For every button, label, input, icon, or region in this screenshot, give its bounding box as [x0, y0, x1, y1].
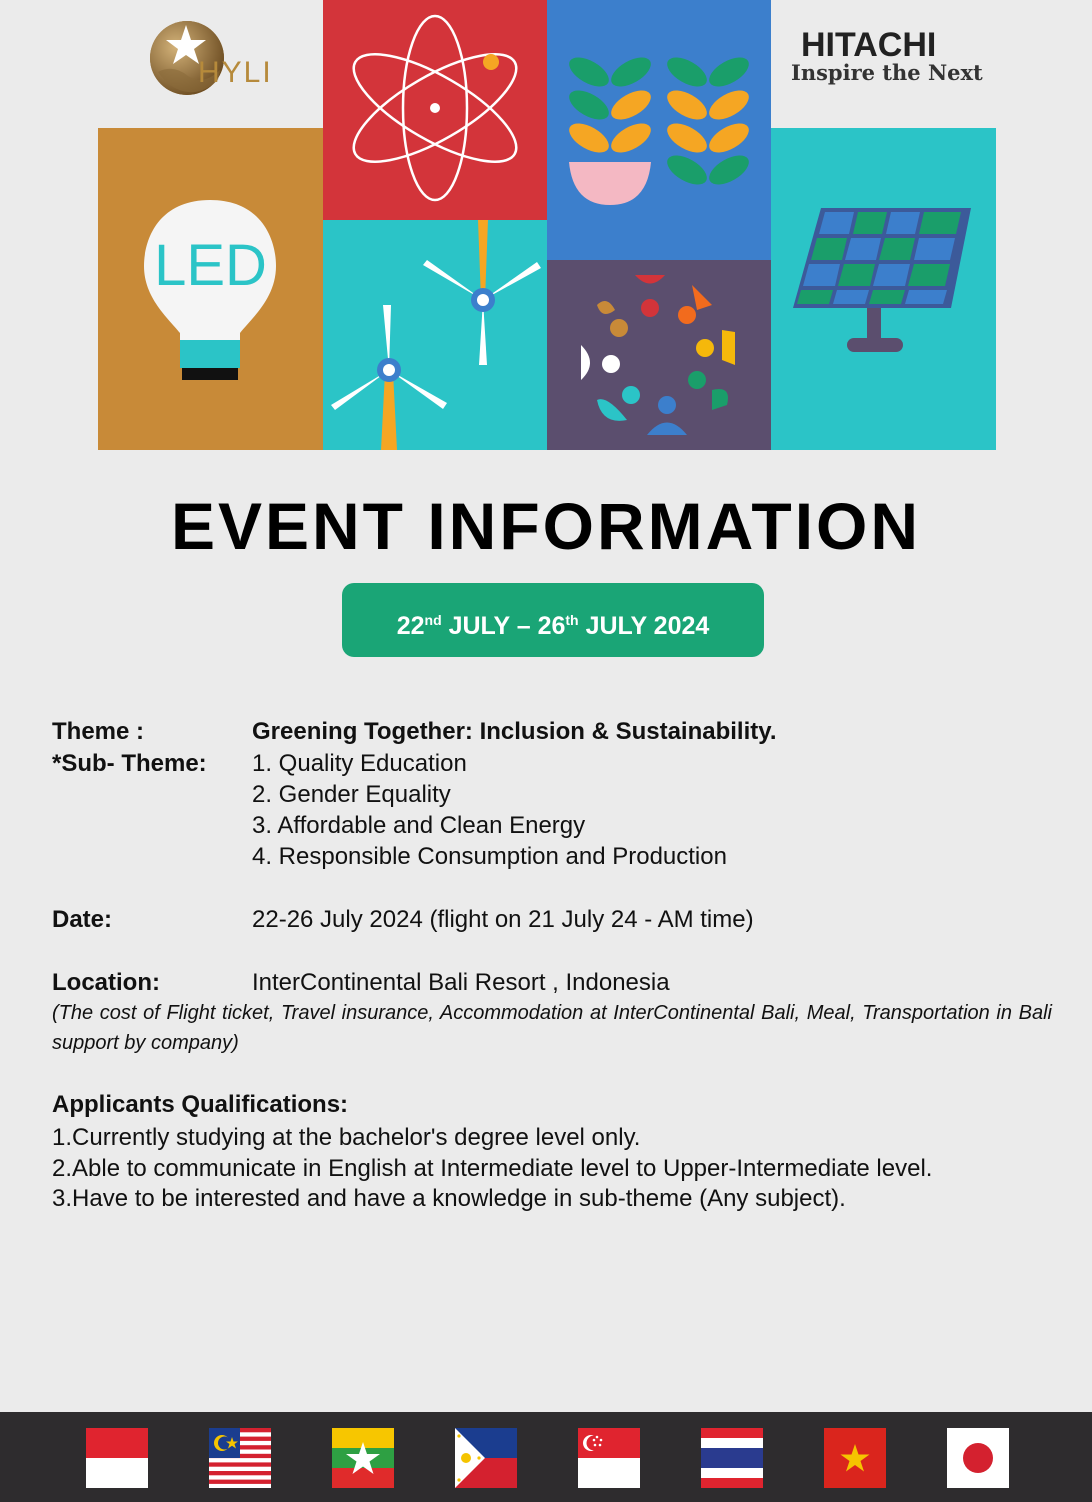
date-start-month: JULY — [448, 612, 510, 640]
vietnam-flag-icon — [824, 1428, 886, 1488]
led-bulb-tile — [98, 128, 323, 450]
plant-leaves-icon — [547, 0, 771, 260]
indonesia-flag-icon — [86, 1428, 148, 1488]
theme-label: Theme : — [52, 718, 145, 745]
date-separator: – — [516, 612, 531, 640]
singapore-flag-icon — [578, 1428, 640, 1488]
sub-theme-item: 1. Quality Education — [252, 750, 467, 777]
date-end-rest: JULY 2024 — [585, 612, 710, 640]
hitachi-logo-tagline: Inspire the Next — [791, 60, 983, 85]
myanmar-flag-icon — [332, 1428, 394, 1488]
qualification-item: 1.Currently studying at the bachelor's degree level only. — [52, 1124, 641, 1151]
date-end-day: 26 — [537, 612, 566, 640]
date-label: Date: — [52, 906, 113, 933]
sub-theme-item: 2. Gender Equality — [252, 781, 451, 808]
location-value: InterContinental Bali Resort , Indonesia — [252, 969, 670, 996]
date-start-suffix: nd — [424, 612, 442, 628]
thailand-flag-icon — [701, 1428, 763, 1488]
qualifications-heading: Applicants Qualifications: — [52, 1091, 349, 1118]
location-label: Location: — [52, 969, 160, 996]
qualification-item: 2.Able to communicate in English at Intermediate level to Upper-Intermediate level. — [52, 1155, 933, 1182]
date-value: 22-26 July 2024 (flight on 21 July 24 - AM time) — [252, 906, 754, 933]
date-start-day: 22 — [396, 612, 425, 640]
date-end-suffix: th — [565, 612, 579, 628]
japan-flag-icon — [947, 1428, 1009, 1488]
sub-theme-item: 4. Responsible Consumption and Production — [252, 843, 727, 870]
date-banner — [342, 583, 764, 657]
people-tile — [547, 260, 771, 450]
solar-panel-icon — [771, 128, 996, 450]
hyli-logo-text: HYLI — [198, 56, 273, 89]
qualification-item: 3.Have to be interested and have a knowledge in sub-theme (Any subject). — [52, 1185, 846, 1212]
plants-tile — [547, 0, 771, 260]
people-circle-icon — [547, 260, 771, 450]
theme-value: Greening Together: Inclusion & Sustainability. — [252, 718, 777, 745]
sub-theme-item: 3. Affordable and Clean Energy — [252, 812, 586, 839]
solar-panel-tile — [771, 128, 996, 450]
philippines-flag-icon — [455, 1428, 517, 1488]
flag-footer — [0, 1412, 1092, 1502]
hitachi-logo-name: HITACHI — [801, 26, 937, 64]
led-label: LED — [154, 233, 267, 298]
sub-theme-label: *Sub- Theme: — [52, 750, 207, 777]
atom-tile — [323, 0, 547, 220]
page-title: EVENT INFORMATION — [170, 489, 922, 563]
wind-turbine-tile — [323, 220, 547, 450]
location-cost-note: (The cost of Flight ticket, Travel insurance, Accommodation at InterContinental Bali, Meal, Transportation in Bali support by company) — [52, 1002, 1052, 1054]
malaysia-flag-icon — [209, 1428, 271, 1488]
wind-turbine-icon — [323, 220, 547, 450]
atom-icon — [323, 0, 547, 220]
